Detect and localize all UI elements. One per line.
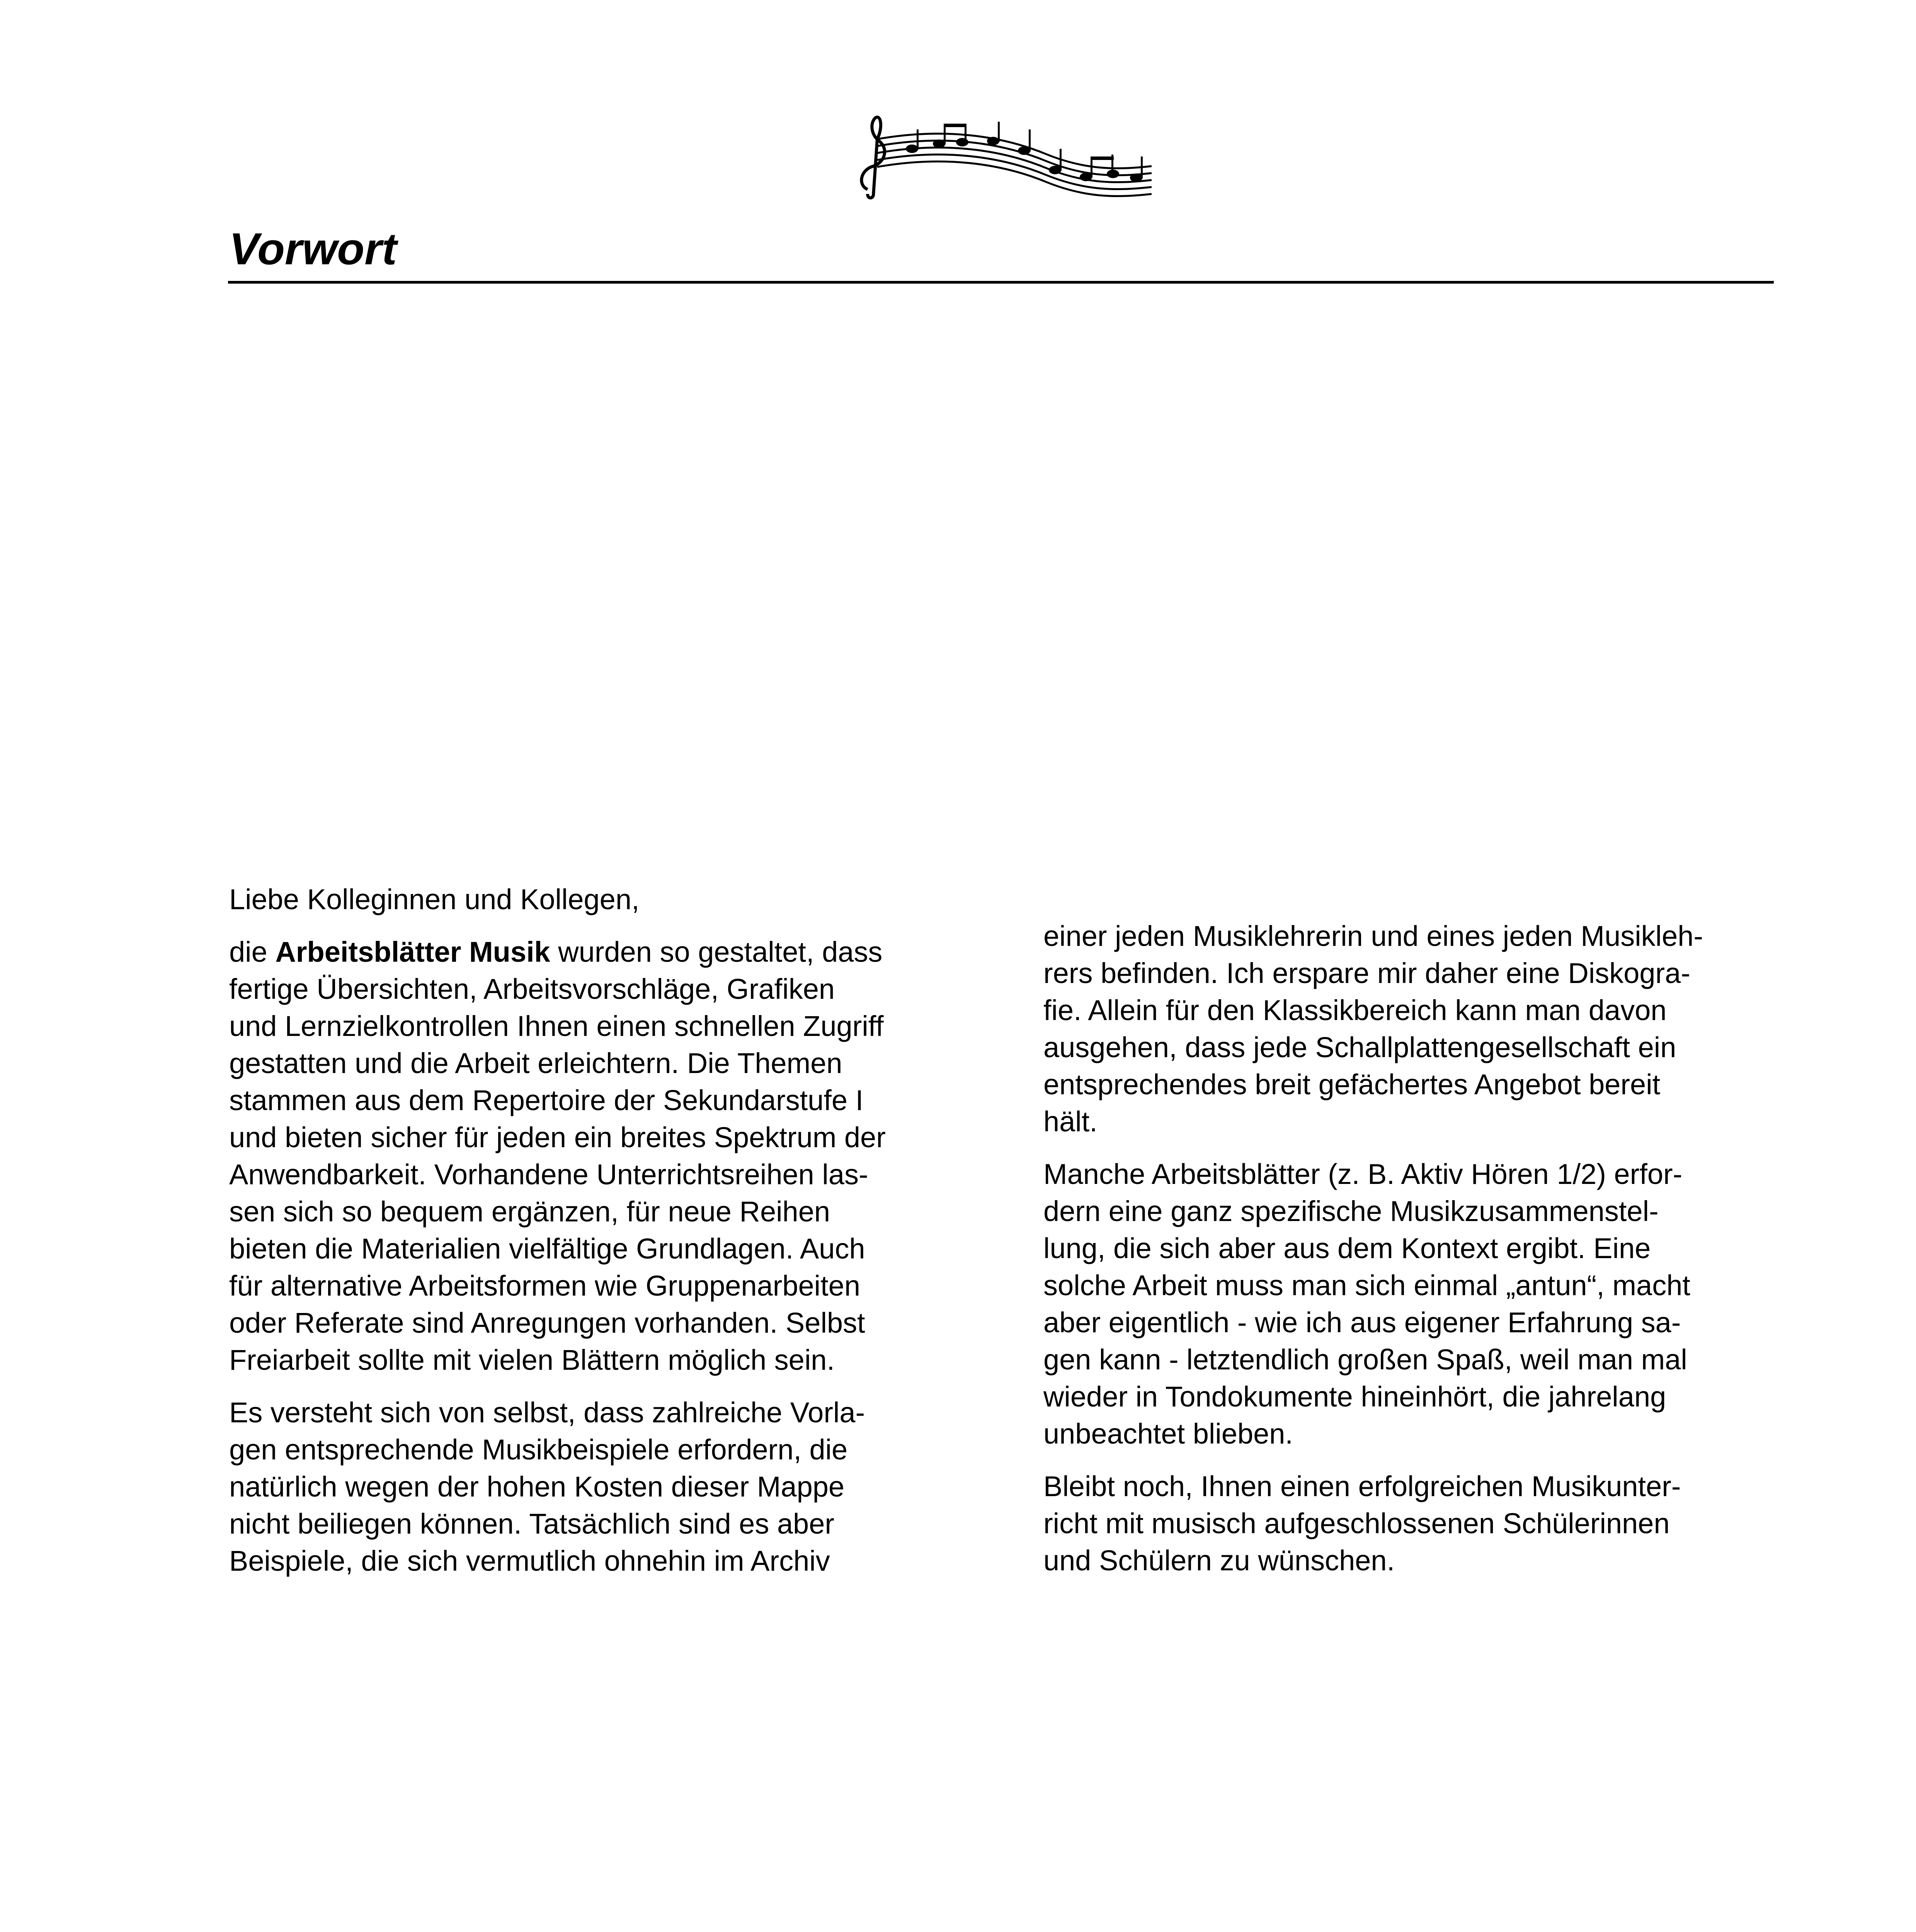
music-staff-with-notes-icon bbox=[846, 112, 1155, 201]
paragraph-rest: wurden so gestaltet, dass fertige Übersichten, Arbeitsvorschläge, Grafiken und Lernzielkontrollen Ihnen einen schnellen Zugriff gestatten und die Arbeit erleichtern. Die Themen stammen aus dem Repertoire der Sekundarstufe I und bieten sicher für jeden ein breites Spektrum der Anwendbarkeit. Vorhandene Unterrichtsreihen las- sen sich so bequem ergänzen, für neue Reihen bieten die Materialien vielfältige Grundlagen. Auch für alternative Arbeitsformen wie Gruppenarbeiten oder Referate sind Anregungen vorhanden. Selbst Freiarbeit sollte mit vielen Blättern möglich sein. bbox=[229, 936, 886, 1376]
left-column bbox=[229, 881, 987, 1595]
page-title: Vorwort bbox=[229, 224, 397, 274]
paragraph: Es versteht sich von selbst, dass zahlreiche Vorla- gen entsprechende Musikbeispiele erfordern, die natürlich wegen der hohen Kosten dieser Mappe nicht beiliegen können. Tatsächlich sind es aber Beispiele, die sich vermutlich ohnehin im Archiv bbox=[229, 1396, 865, 1577]
book-title: Arbeitsblätter Musik bbox=[275, 936, 550, 968]
title-divider bbox=[228, 281, 1774, 284]
greeting: Liebe Kolleginnen und Kollegen, bbox=[229, 883, 640, 915]
paragraph: Manche Arbeitsblätter (z. B. Aktiv Hören 1/2) erfor- dern eine ganz spezifische Musikzusammenstel- lung, die sich aber aus dem Kontext ergibt. Eine solche Arbeit muss man sich einmal „antun“, macht aber eigentlich - wie ich aus eigener Erfahrung sa- gen kann - letztendlich großen Spaß, weil man mal wieder in Tondokumente hineinhört, die jahrelang unbeachtet blieben. bbox=[1043, 1158, 1690, 1450]
paragraph: einer jeden Musiklehrerin und eines jeden Musikleh- rers befinden. Ich erspare mir daher eine Diskogra- fie. Allein für den Klassikbereich kann man davon ausgehen, dass jede Schallplattengesellschaft ein entsprechendes breit gefächertes Angebot bereit hält. bbox=[1043, 920, 1703, 1138]
right-column bbox=[1043, 918, 1801, 1595]
paragraph: Bleibt noch, Ihnen einen erfolgreichen Musikunter- richt mit musisch aufgeschlossenen Schülerinnen und Schülern zu wünschen. bbox=[1043, 1470, 1681, 1577]
paragraph bbox=[229, 934, 987, 1379]
paragraph-prefix: die bbox=[229, 936, 276, 968]
